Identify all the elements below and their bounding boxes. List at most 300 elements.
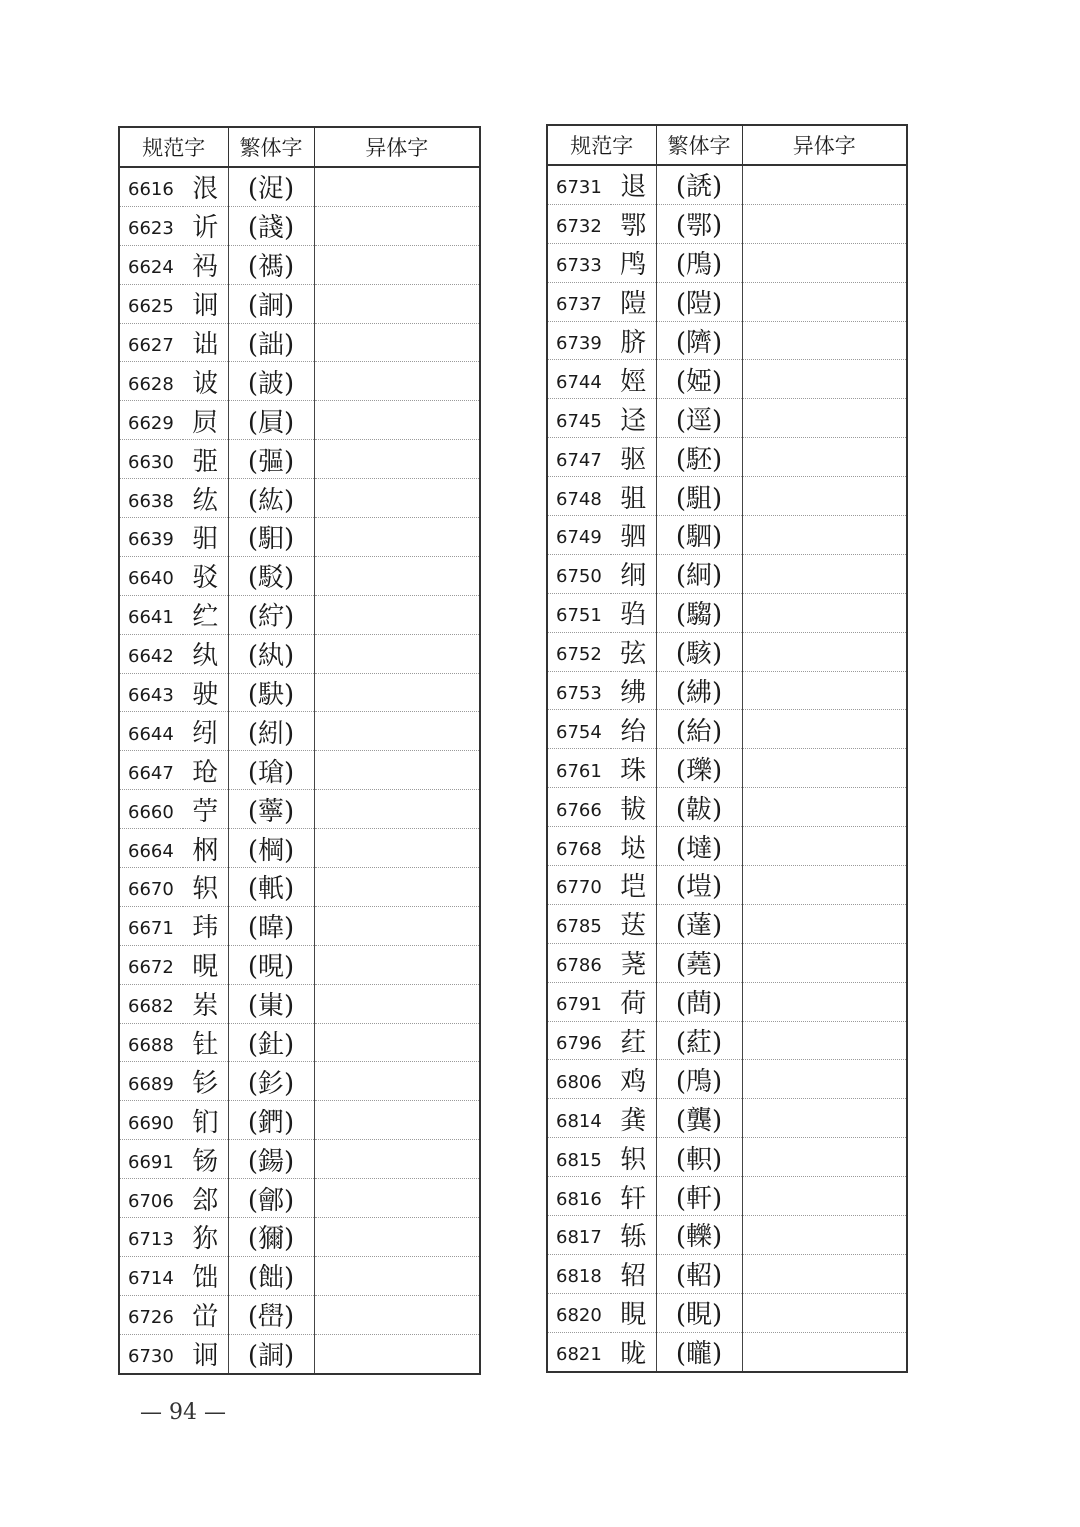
table-row <box>119 245 480 284</box>
variant-character <box>314 167 480 206</box>
table-row <box>119 1256 480 1295</box>
variant-character <box>742 632 907 671</box>
traditional-character: (紖) <box>228 712 314 751</box>
variant-character <box>314 284 480 323</box>
character-number: 6739 <box>547 321 611 360</box>
traditional-character: (屓) <box>228 401 314 440</box>
variant-character <box>314 1295 480 1334</box>
standard-character: 轩 <box>611 1177 656 1216</box>
standard-character: 驶 <box>183 673 228 712</box>
traditional-character: (詗) <box>228 284 314 323</box>
traditional-character: (軹) <box>656 1138 742 1177</box>
standard-character: 退 <box>611 165 656 204</box>
variant-character <box>742 710 907 749</box>
variant-character <box>314 790 480 829</box>
standard-character: 轺 <box>611 1254 656 1293</box>
variant-character <box>314 1140 480 1179</box>
table-row <box>119 1218 480 1257</box>
variant-character <box>742 282 907 321</box>
variant-character <box>742 516 907 555</box>
standard-character: 纼 <box>183 712 228 751</box>
traditional-character: (鄂) <box>656 204 742 243</box>
variant-character <box>314 634 480 673</box>
traditional-character: (墶) <box>656 827 742 866</box>
variant-character <box>742 399 907 438</box>
character-number: 6733 <box>547 243 611 282</box>
traditional-character: (絅) <box>656 554 742 593</box>
standard-character: 轵 <box>183 868 228 907</box>
character-number: 6750 <box>547 554 611 593</box>
table-row <box>547 904 907 943</box>
table-row <box>119 1101 480 1140</box>
character-number: 6682 <box>119 984 183 1023</box>
character-number: 6751 <box>547 593 611 632</box>
character-number: 6814 <box>547 1099 611 1138</box>
character-number: 6754 <box>547 710 611 749</box>
table-row <box>547 1177 907 1216</box>
character-number: 6671 <box>119 906 183 945</box>
variant-character <box>314 556 480 595</box>
standard-character: 钐 <box>183 1062 228 1101</box>
traditional-character: (曨) <box>656 1332 742 1371</box>
standard-character: 鸡 <box>611 1060 656 1099</box>
variant-character <box>314 479 480 518</box>
table-row <box>547 1216 907 1255</box>
variant-character <box>314 712 480 751</box>
standard-character: 荷 <box>611 982 656 1021</box>
character-number: 6817 <box>547 1216 611 1255</box>
table-row <box>119 323 480 362</box>
table-header-row <box>547 125 907 165</box>
variant-character <box>314 245 480 284</box>
header-traditional: 繁体字 <box>656 125 742 165</box>
table-row <box>547 593 907 632</box>
standard-character: 诇 <box>183 284 228 323</box>
character-number: 6761 <box>547 749 611 788</box>
traditional-character: (蔄) <box>656 982 742 1021</box>
variant-character <box>742 788 907 827</box>
traditional-character: (塏) <box>656 866 742 905</box>
variant-character <box>742 165 907 204</box>
standard-character: 祃 <box>183 245 228 284</box>
table-row <box>119 751 480 790</box>
traditional-character: (隮) <box>656 321 742 360</box>
standard-character: 驲 <box>183 518 228 557</box>
standard-character: 荭 <box>611 1021 656 1060</box>
traditional-character: (瑲) <box>228 751 314 790</box>
character-number: 6630 <box>119 440 183 479</box>
table-row <box>547 1099 907 1138</box>
traditional-character: (鍆) <box>228 1101 314 1140</box>
table-row <box>119 595 480 634</box>
traditional-character: (軺) <box>656 1254 742 1293</box>
table-row <box>547 399 907 438</box>
character-table-right <box>546 124 908 1373</box>
traditional-character: (獮) <box>228 1218 314 1257</box>
table-row <box>547 1021 907 1060</box>
table-row <box>547 360 907 399</box>
standard-character: 昽 <box>611 1332 656 1371</box>
variant-character <box>742 243 907 282</box>
traditional-character: (䛢) <box>656 165 742 204</box>
table-row <box>547 165 907 204</box>
table-row <box>547 866 907 905</box>
traditional-character: (紵) <box>228 595 314 634</box>
character-number: 6745 <box>547 399 611 438</box>
traditional-character: (詖) <box>228 362 314 401</box>
standard-character: 纻 <box>183 595 228 634</box>
traditional-character: (薘) <box>656 904 742 943</box>
traditional-character: (轢) <box>656 1216 742 1255</box>
character-number: 6730 <box>128 1346 174 1368</box>
variant-character <box>314 440 480 479</box>
variant-character <box>314 1023 480 1062</box>
character-number: 6639 <box>119 518 183 557</box>
standard-character: 纨 <box>183 634 228 673</box>
standard-character: 钍 <box>183 1023 228 1062</box>
traditional-character: (釤) <box>228 1062 314 1101</box>
standard-character: 屃 <box>183 401 228 440</box>
variant-character <box>314 401 480 440</box>
variant-character <box>314 518 480 557</box>
standard-character: 饳 <box>183 1256 228 1295</box>
variant-character <box>742 1293 907 1332</box>
character-number: 6713 <box>119 1218 183 1257</box>
variant-character <box>314 868 480 907</box>
variant-character <box>742 1021 907 1060</box>
table-row <box>547 438 907 477</box>
character-number: 6749 <box>547 516 611 555</box>
character-number: 6820 <box>547 1293 611 1332</box>
character-number: 6647 <box>119 751 183 790</box>
traditional-character: (飿) <box>228 1256 314 1295</box>
character-number: 6818 <box>547 1254 611 1293</box>
character-number: 6642 <box>119 634 183 673</box>
traditional-character: (暐) <box>228 906 314 945</box>
standard-character: 轵 <box>611 1138 656 1177</box>
character-number: 6641 <box>119 595 183 634</box>
character-number: 6689 <box>119 1062 183 1101</box>
standard-character: 迳 <box>611 399 656 438</box>
standard-character: 驵 <box>611 477 656 516</box>
traditional-character: (瓅) <box>656 749 742 788</box>
standard-character: 诇 <box>183 1334 228 1373</box>
table-row <box>119 401 480 440</box>
variant-character <box>314 1101 480 1140</box>
table-row <box>547 1138 907 1177</box>
character-number: 6629 <box>119 401 183 440</box>
character-number: 6643 <box>119 673 183 712</box>
table-row <box>547 1254 907 1293</box>
table-row <box>119 790 480 829</box>
variant-character <box>742 321 907 360</box>
character-number: 6660 <box>119 790 183 829</box>
variant-character <box>314 595 480 634</box>
table-row <box>119 440 480 479</box>
traditional-character: (詘) <box>228 323 314 362</box>
traditional-character: (婭) <box>656 360 742 399</box>
traditional-character: (禡) <box>228 245 314 284</box>
table-row <box>119 284 480 323</box>
standard-character: 驱 <box>611 438 656 477</box>
traditional-character: (紘) <box>228 479 314 518</box>
traditional-character: (紿) <box>656 710 742 749</box>
variant-character <box>742 943 907 982</box>
variant-character <box>314 1334 480 1373</box>
table-row <box>119 945 480 984</box>
traditional-character: (彄) <box>228 440 314 479</box>
table-row <box>119 712 480 751</box>
table-row <box>547 827 907 866</box>
variant-character <box>314 945 480 984</box>
traditional-character: (韍) <box>656 788 742 827</box>
traditional-character: (棡) <box>228 829 314 868</box>
standard-character: 泿 <box>183 167 228 206</box>
character-number: 6806 <box>547 1060 611 1099</box>
table-row <box>547 204 907 243</box>
character-number: 6670 <box>119 868 183 907</box>
table-row <box>119 362 480 401</box>
character-number: 6706 <box>119 1179 183 1218</box>
character-number: 6624 <box>119 245 183 284</box>
character-number: 6766 <box>547 788 611 827</box>
standard-character: 荛 <box>611 943 656 982</box>
traditional-character: (駃) <box>228 673 314 712</box>
variant-character <box>742 1177 907 1216</box>
traditional-character: (駓) <box>656 438 742 477</box>
table-row <box>119 829 480 868</box>
character-number: 6752 <box>547 632 611 671</box>
table-row <box>547 710 907 749</box>
traditional-character: (鳲) <box>656 243 742 282</box>
table-row <box>119 1334 480 1373</box>
variant-character <box>742 1216 907 1255</box>
traditional-character: (駁) <box>228 556 314 595</box>
standard-character: 䌹 <box>611 554 656 593</box>
table-row <box>119 1179 480 1218</box>
traditional-character: (鳲) <box>656 1060 742 1099</box>
traditional-character: (紈) <box>228 634 314 673</box>
variant-character <box>314 362 480 401</box>
table-row <box>547 282 907 321</box>
standard-character: 脐 <box>611 321 656 360</box>
traditional-character: (蕘) <box>656 943 742 982</box>
variant-character <box>742 438 907 477</box>
variant-character <box>314 1179 480 1218</box>
traditional-character: (駭) <box>656 632 742 671</box>
traditional-character: (嶨) <box>228 1295 314 1334</box>
variant-character <box>314 673 480 712</box>
traditional-character: (駟) <box>656 516 742 555</box>
standard-character: 钔 <box>183 1101 228 1140</box>
table-row <box>119 868 480 907</box>
traditional-character: (龔) <box>656 1099 742 1138</box>
traditional-character: (駔) <box>656 477 742 516</box>
character-number: 6737 <box>547 282 611 321</box>
standard-character: 晛 <box>183 945 228 984</box>
variant-character <box>742 1332 907 1371</box>
header-variant: 异体字 <box>314 127 480 167</box>
character-number: 6714 <box>119 1256 183 1295</box>
traditional-character: (諓) <box>228 206 314 245</box>
standard-character: 鸤 <box>611 243 656 282</box>
traditional-character: (逕) <box>656 399 742 438</box>
character-number: 6627 <box>119 323 183 362</box>
character-number: 6747 <box>547 438 611 477</box>
table-row <box>547 554 907 593</box>
table-row <box>119 479 480 518</box>
character-number: 6664 <box>119 829 183 868</box>
character-number: 6644 <box>119 712 183 751</box>
standard-character: 狝 <box>183 1218 228 1257</box>
variant-character <box>742 1099 907 1138</box>
standard-character: 娙 <box>611 360 656 399</box>
character-number: 6688 <box>119 1023 183 1062</box>
header-standard: 规范字 <box>119 127 228 167</box>
standard-character: 绐 <box>611 710 656 749</box>
character-table-left <box>118 126 481 1375</box>
variant-character <box>742 827 907 866</box>
standard-character: 弫 <box>183 440 228 479</box>
variant-character <box>742 1060 907 1099</box>
table-row <box>547 1060 907 1099</box>
standard-character: 岽 <box>183 984 228 1023</box>
table-row <box>547 671 907 710</box>
character-number: 6821 <box>556 1344 602 1366</box>
variant-character <box>742 204 907 243</box>
variant-character <box>742 671 907 710</box>
character-number: 6726 <box>119 1295 183 1334</box>
variant-character <box>314 829 480 868</box>
character-number: 6748 <box>547 477 611 516</box>
table-row <box>547 632 907 671</box>
traditional-character: (鄶) <box>228 1179 314 1218</box>
variant-character <box>314 751 480 790</box>
character-number: 6672 <box>119 945 183 984</box>
character-number: 6638 <box>119 479 183 518</box>
character-number: 6623 <box>119 206 183 245</box>
standard-character: 诐 <box>183 362 228 401</box>
character-number: 6731 <box>547 165 611 204</box>
table-row <box>119 556 480 595</box>
traditional-character: (紼) <box>656 671 742 710</box>
table-row <box>547 477 907 516</box>
standard-character: 珠 <box>611 749 656 788</box>
standard-character: 鄂 <box>611 204 656 243</box>
table-row <box>547 788 907 827</box>
table-row <box>119 206 480 245</box>
variant-character <box>742 554 907 593</box>
variant-character <box>742 982 907 1021</box>
standard-character: 龚 <box>611 1099 656 1138</box>
standard-character: 苧 <box>183 790 228 829</box>
character-number: 6753 <box>547 671 611 710</box>
traditional-character: (隑) <box>656 282 742 321</box>
character-number: 6768 <box>547 827 611 866</box>
table-row <box>119 1023 480 1062</box>
table-row <box>119 673 480 712</box>
standard-character: 峃 <box>183 1295 228 1334</box>
standard-character: 驺 <box>611 593 656 632</box>
variant-character <box>742 477 907 516</box>
variant-character <box>742 904 907 943</box>
character-number: 6796 <box>547 1021 611 1060</box>
table-row <box>119 1295 480 1334</box>
traditional-character: (軝) <box>228 868 314 907</box>
table-header-row <box>119 127 480 167</box>
standard-character: 钖 <box>183 1140 228 1179</box>
standard-character: 睍 <box>611 1293 656 1332</box>
table-row <box>547 516 907 555</box>
table-row <box>547 749 907 788</box>
character-number: 6625 <box>119 284 183 323</box>
standard-character: 韨 <box>611 788 656 827</box>
variant-character <box>314 323 480 362</box>
standard-character: 绋 <box>611 671 656 710</box>
character-number: 6786 <box>547 943 611 982</box>
character-number: 6691 <box>119 1140 183 1179</box>
character-number: 6744 <box>547 360 611 399</box>
variant-character <box>742 593 907 632</box>
traditional-character: (軒) <box>656 1177 742 1216</box>
standard-character: 轹 <box>611 1216 656 1255</box>
character-number: 6732 <box>547 204 611 243</box>
page-number: — 94 — <box>140 1400 226 1425</box>
table-row <box>119 984 480 1023</box>
variant-character <box>742 749 907 788</box>
standard-character: 垯 <box>611 827 656 866</box>
table-row <box>119 1140 480 1179</box>
standard-character: 弦 <box>611 632 656 671</box>
traditional-character: (釷) <box>228 1023 314 1062</box>
variant-character <box>314 1062 480 1101</box>
standard-character: 㭎 <box>183 829 228 868</box>
character-number: 6815 <box>547 1138 611 1177</box>
table-row <box>547 982 907 1021</box>
variant-character <box>742 1138 907 1177</box>
traditional-character: (葒) <box>656 1021 742 1060</box>
character-number: 6770 <box>547 866 611 905</box>
traditional-character: (薴) <box>228 790 314 829</box>
variant-character <box>314 1256 480 1295</box>
traditional-character: (崬) <box>228 984 314 1023</box>
variant-character <box>742 866 907 905</box>
standard-character: 驷 <box>611 516 656 555</box>
character-number: 6628 <box>119 362 183 401</box>
traditional-character: (馹) <box>228 518 314 557</box>
table-row <box>547 243 907 282</box>
variant-character <box>314 206 480 245</box>
traditional-character: (晛) <box>228 945 314 984</box>
character-number: 6640 <box>119 556 183 595</box>
table-row <box>547 1293 907 1332</box>
table-row <box>547 321 907 360</box>
variant-character <box>742 1254 907 1293</box>
standard-character: 诎 <box>183 323 228 362</box>
traditional-character: (浞) <box>228 167 314 206</box>
variant-character <box>742 360 907 399</box>
header-standard: 规范字 <box>547 125 656 165</box>
standard-character: 驳 <box>183 556 228 595</box>
table-row <box>119 518 480 557</box>
character-number: 6785 <box>547 904 611 943</box>
standard-character: 纮 <box>183 479 228 518</box>
variant-character <box>314 984 480 1023</box>
standard-character: 玱 <box>183 751 228 790</box>
table-row <box>547 1332 907 1371</box>
standard-character: 玮 <box>183 906 228 945</box>
standard-character: 隑 <box>611 282 656 321</box>
